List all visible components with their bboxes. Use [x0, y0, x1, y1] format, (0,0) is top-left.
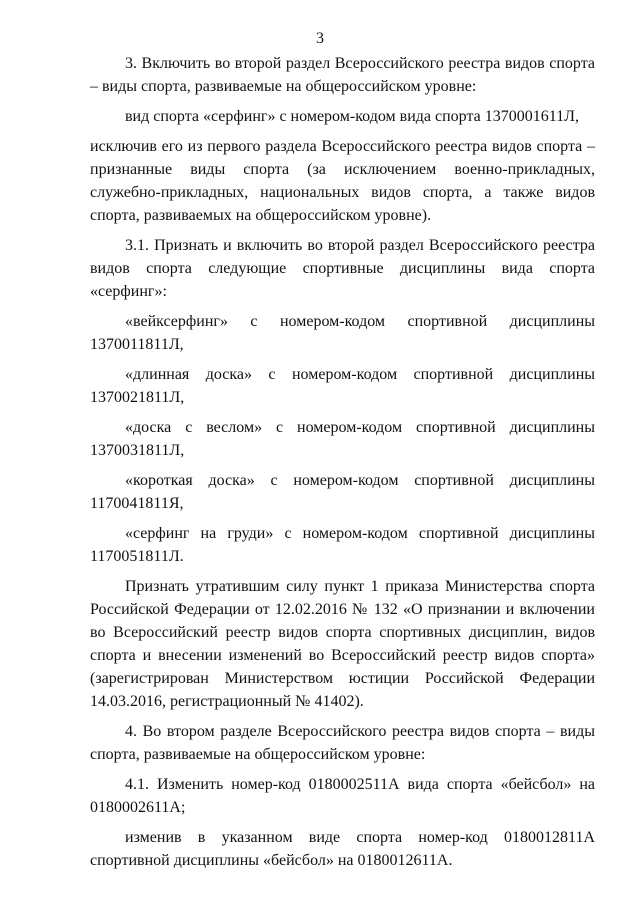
discipline-longboard: «длинная доска» с номером-кодом спортивной дисциплины 1370021811Л, [90, 366, 595, 406]
paragraph-surfing-code: вид спорта «серфинг» с номером-кодом вида спорта 1370001611Л, [125, 108, 580, 125]
document-body [90, 52, 595, 872]
discipline-wakesurfing: «вейксерфинг» с номером-кодом спортивной дисциплины 1370011811Л, [90, 313, 595, 353]
paragraph-item-4-1: 4.1. Изменить номер-код 0180002511А вида спорта «бейсбол» на 0180002611А; [90, 776, 595, 816]
paragraph-exclusion: исключив его из первого раздела Всероссийского реестра видов спорта – признанные виды спорта (за исключением военно-прикладных, служебно-прикладных, национальных видов спорта, а также видов спорта, развиваемых на общероссийском уровне). [90, 138, 595, 224]
discipline-shortboard: «короткая доска» с номером-кодом спортивной дисциплины 1170041811Я, [90, 472, 595, 512]
paragraph-repeal: Признать утратившим силу пункт 1 приказа Министерства спорта Российской Федерации от 12.02.2016 № 132 «О признании и включении во Всероссийский реестр видов спорта спортивных дисциплин, видов спорта и внесении изменений во Всероссийский реестр видов спорта» (зарегистрирован Министерством юстиции Российской Федерации 14.03.2016, регистрационный № 41402). [90, 578, 595, 710]
page-number: 3 [316, 30, 324, 47]
paragraph-item-3: 3. Включить во второй раздел Всероссийского реестра видов спорта – виды спорта, развиваемые на общероссийском уровне: [90, 55, 595, 95]
discipline-paddleboard: «доска с веслом» с номером-кодом спортивной дисциплины 1370031811Л, [90, 419, 595, 459]
paragraph-item-4: 4. Во втором разделе Всероссийского реестра видов спорта – виды спорта, развиваемые на общероссийском уровне: [90, 723, 595, 763]
paragraph-item-3-1: 3.1. Признать и включить во второй раздел Всероссийского реестра видов спорта следующие спортивные дисциплины вида спорта «серфинг»: [90, 237, 595, 300]
discipline-bodyboard: «серфинг на груди» с номером-кодом спортивной дисциплины 1170051811Л. [90, 525, 595, 565]
paragraph-baseball-change: изменив в указанном виде спорта номер-код 0180012811А спортивной дисциплины «бейсбол» на 0180012611А. [90, 829, 595, 869]
